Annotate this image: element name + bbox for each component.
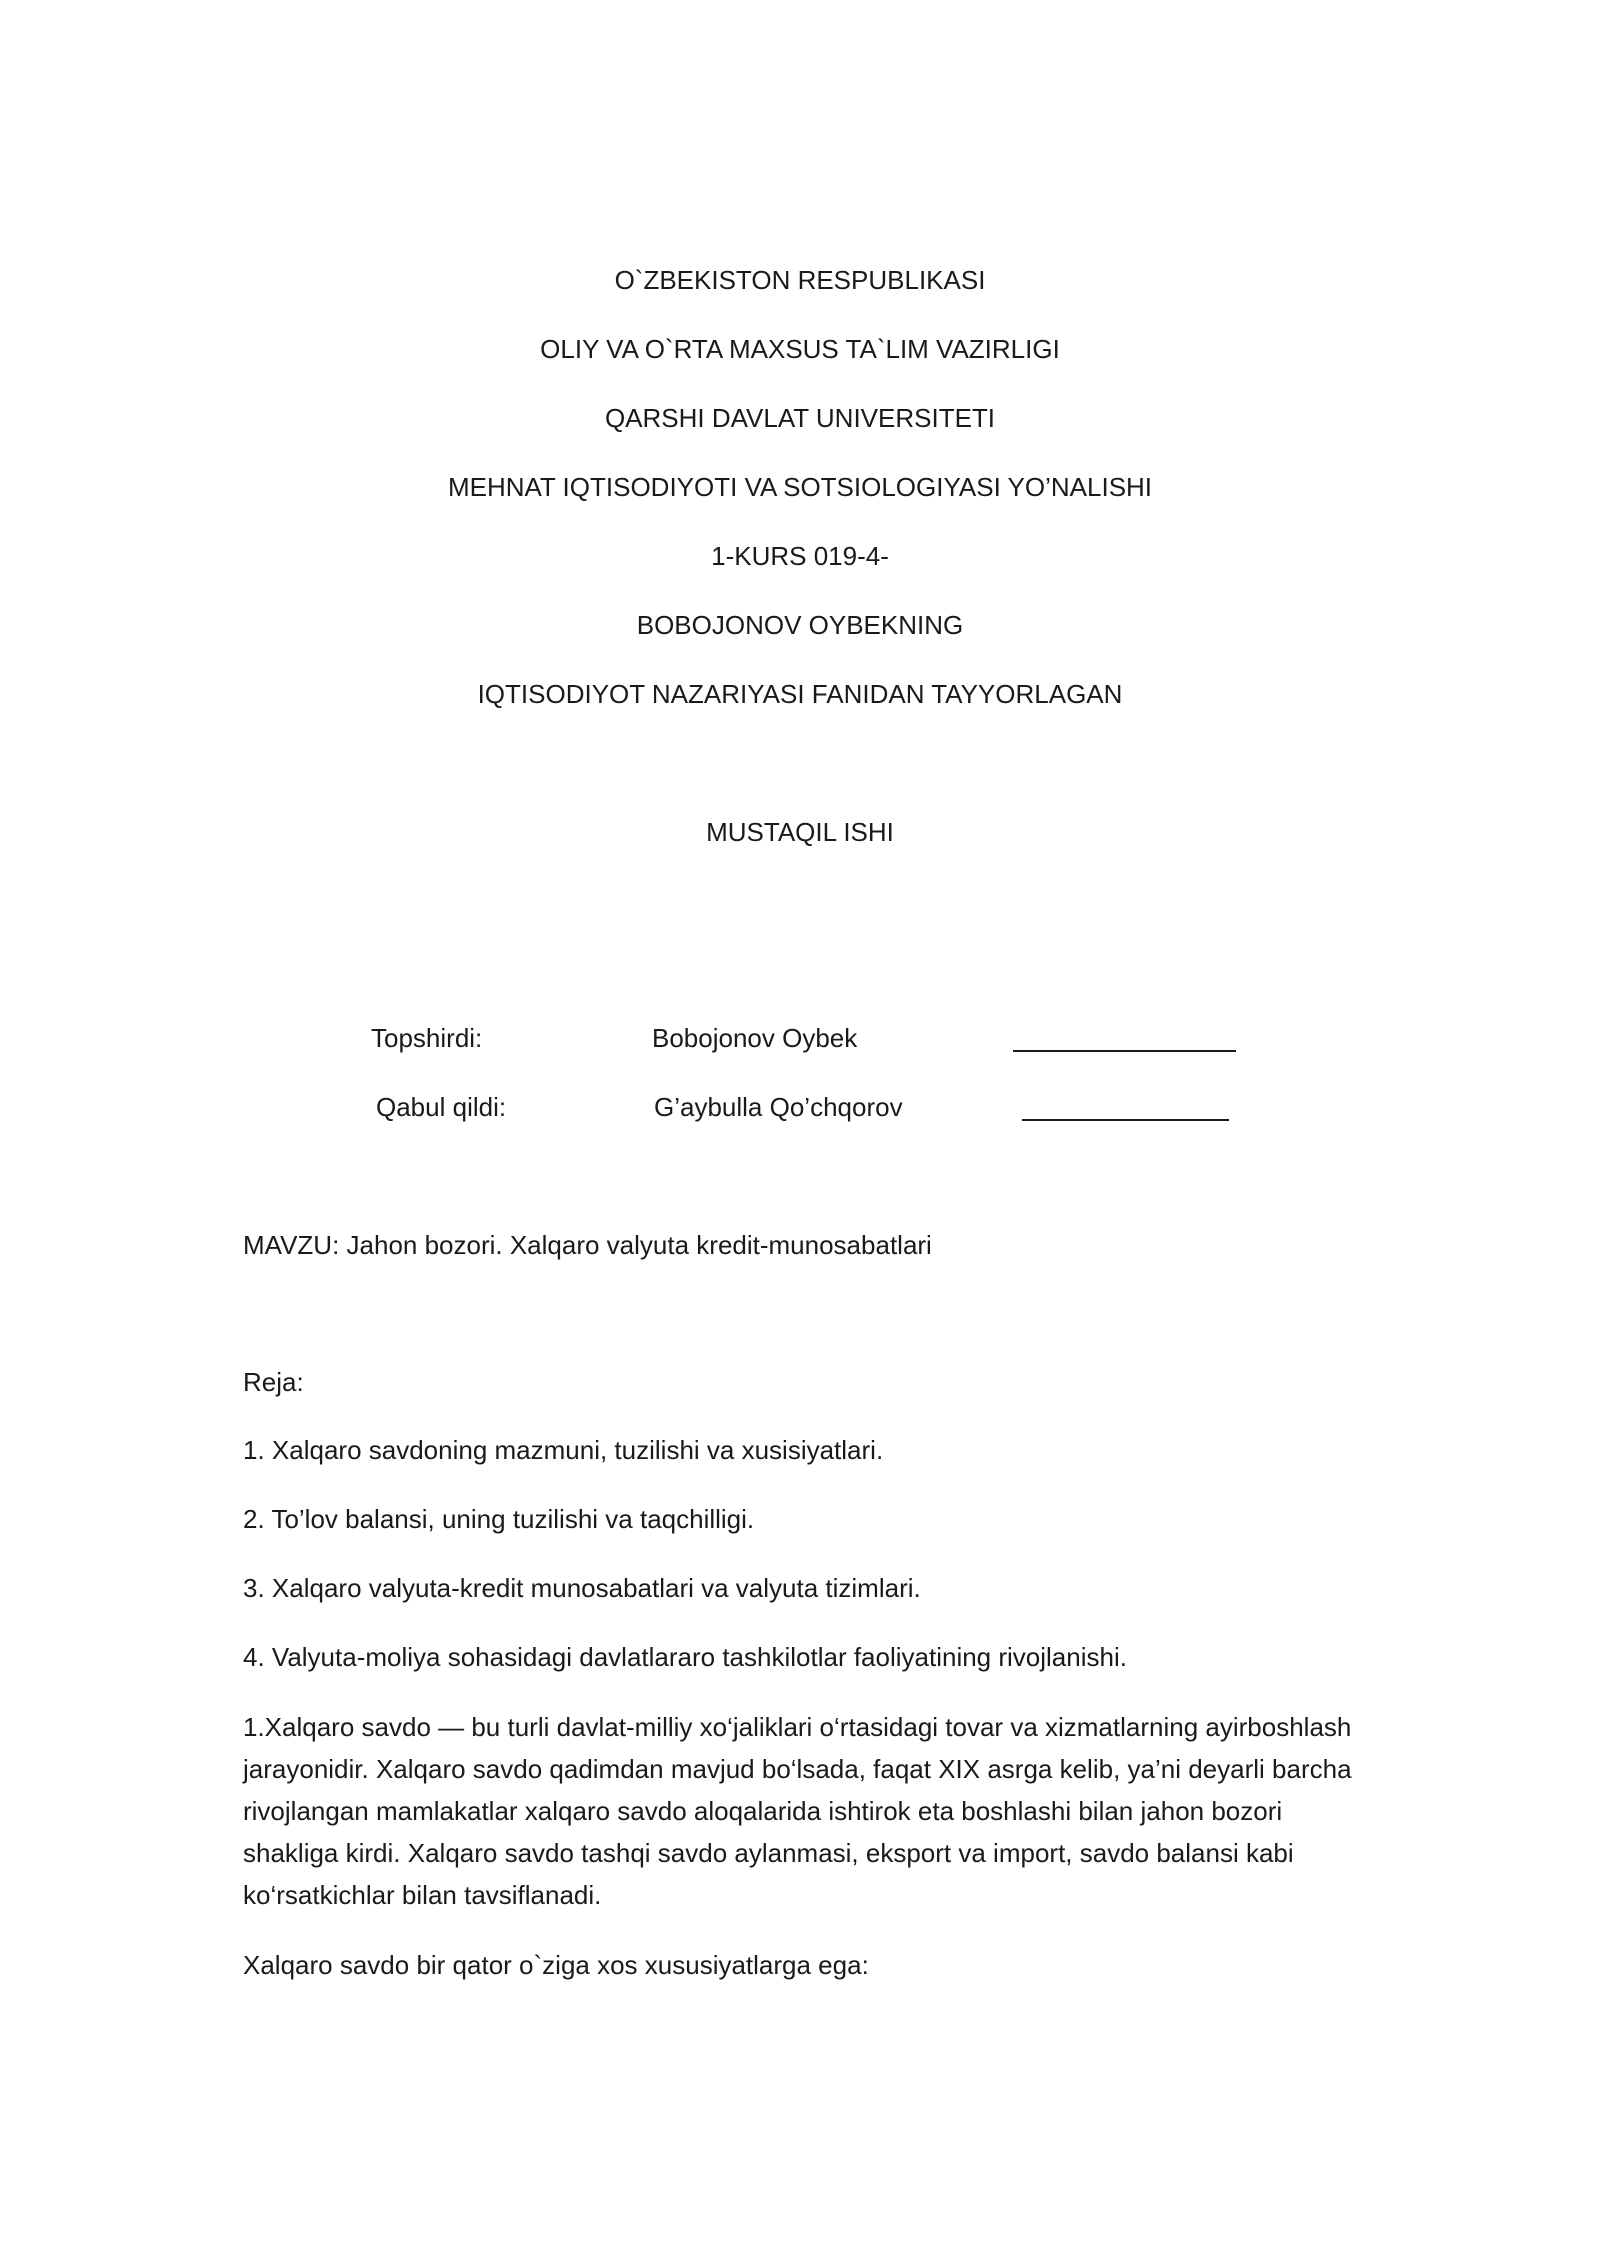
work-type-title: MUSTAQIL ISHI bbox=[706, 817, 894, 847]
header-line-direction: MEHNAT IQTISODIYOTI VA SOTSIOLOGIYASI YO’NALISHI bbox=[447, 472, 1153, 502]
plan-item-3: 3. Xalqaro valyuta-kredit munosabatlari va valyuta tizimlari. bbox=[243, 1573, 921, 1603]
plan-item-2: 2. To’lov balansi, uning tuzilishi va taqchilligi. bbox=[243, 1504, 755, 1534]
plan-item-1: 1. Xalqaro savdoning mazmuni, tuzilishi va xusisiyatlari. bbox=[243, 1435, 884, 1465]
plan-item-4: 4. Valyuta-moliya sohasidagi davlatlararo tashkilotlar faoliyatining rivojlanishi. bbox=[243, 1642, 1127, 1672]
submitted-label: Topshirdi: bbox=[371, 1023, 483, 1053]
submitted-signature-line bbox=[1013, 1050, 1236, 1052]
topic-line: MAVZU: Jahon bozori. Xalqaro valyuta kredit-munosabatlari bbox=[243, 1230, 932, 1260]
accepted-label: Qabul qildi: bbox=[376, 1092, 507, 1122]
header-line-university: QARSHI DAVLAT UNIVERSITETI bbox=[604, 403, 996, 433]
accepted-name: G’aybulla Qo’chqorov bbox=[654, 1092, 903, 1122]
submitted-name: Bobojonov Oybek bbox=[652, 1023, 858, 1053]
plan-title: Reja: bbox=[243, 1367, 304, 1397]
header-line-author: BOBOJONOV OYBEKNING bbox=[636, 610, 964, 640]
body-paragraph-2: Xalqaro savdo bir qator o`ziga xos xususiyatlarga ega: bbox=[243, 1950, 869, 1980]
header-line-course: 1-KURS 019-4- bbox=[711, 541, 889, 571]
body-paragraph-1: 1.Xalqaro savdo — bu turli davlat-milliy xo‘jaliklari o‘rtasidagi tovar va xizmatlarning ayirboshlash jarayonidir. Xalqaro savdo qadimdan mavjud bo‘lsada, faqat XIX asrga kelib, ya’ni deyarli barcha rivojlangan mamlakatlar xalqaro savdo aloqalarida ishtirok eta boshlashi bilan jahon bozori shakliga kirdi. Xalqaro savdo tashqi savdo aylanmasi, eksport va import, savdo balansi kabi ko‘rsatkichlar bilan tavsiflanadi. bbox=[243, 1712, 1352, 1910]
header-line-country: O`ZBEKISTON RESPUBLIKASI bbox=[614, 265, 986, 295]
header-line-ministry: OLIY VA O`RTA MAXSUS TA`LIM VAZIRLIGI bbox=[540, 334, 1060, 364]
header-line-subject: IQTISODIYOT NAZARIYASI FANIDAN TAYYORLAGAN bbox=[477, 679, 1123, 709]
accepted-signature-line bbox=[1022, 1119, 1229, 1121]
